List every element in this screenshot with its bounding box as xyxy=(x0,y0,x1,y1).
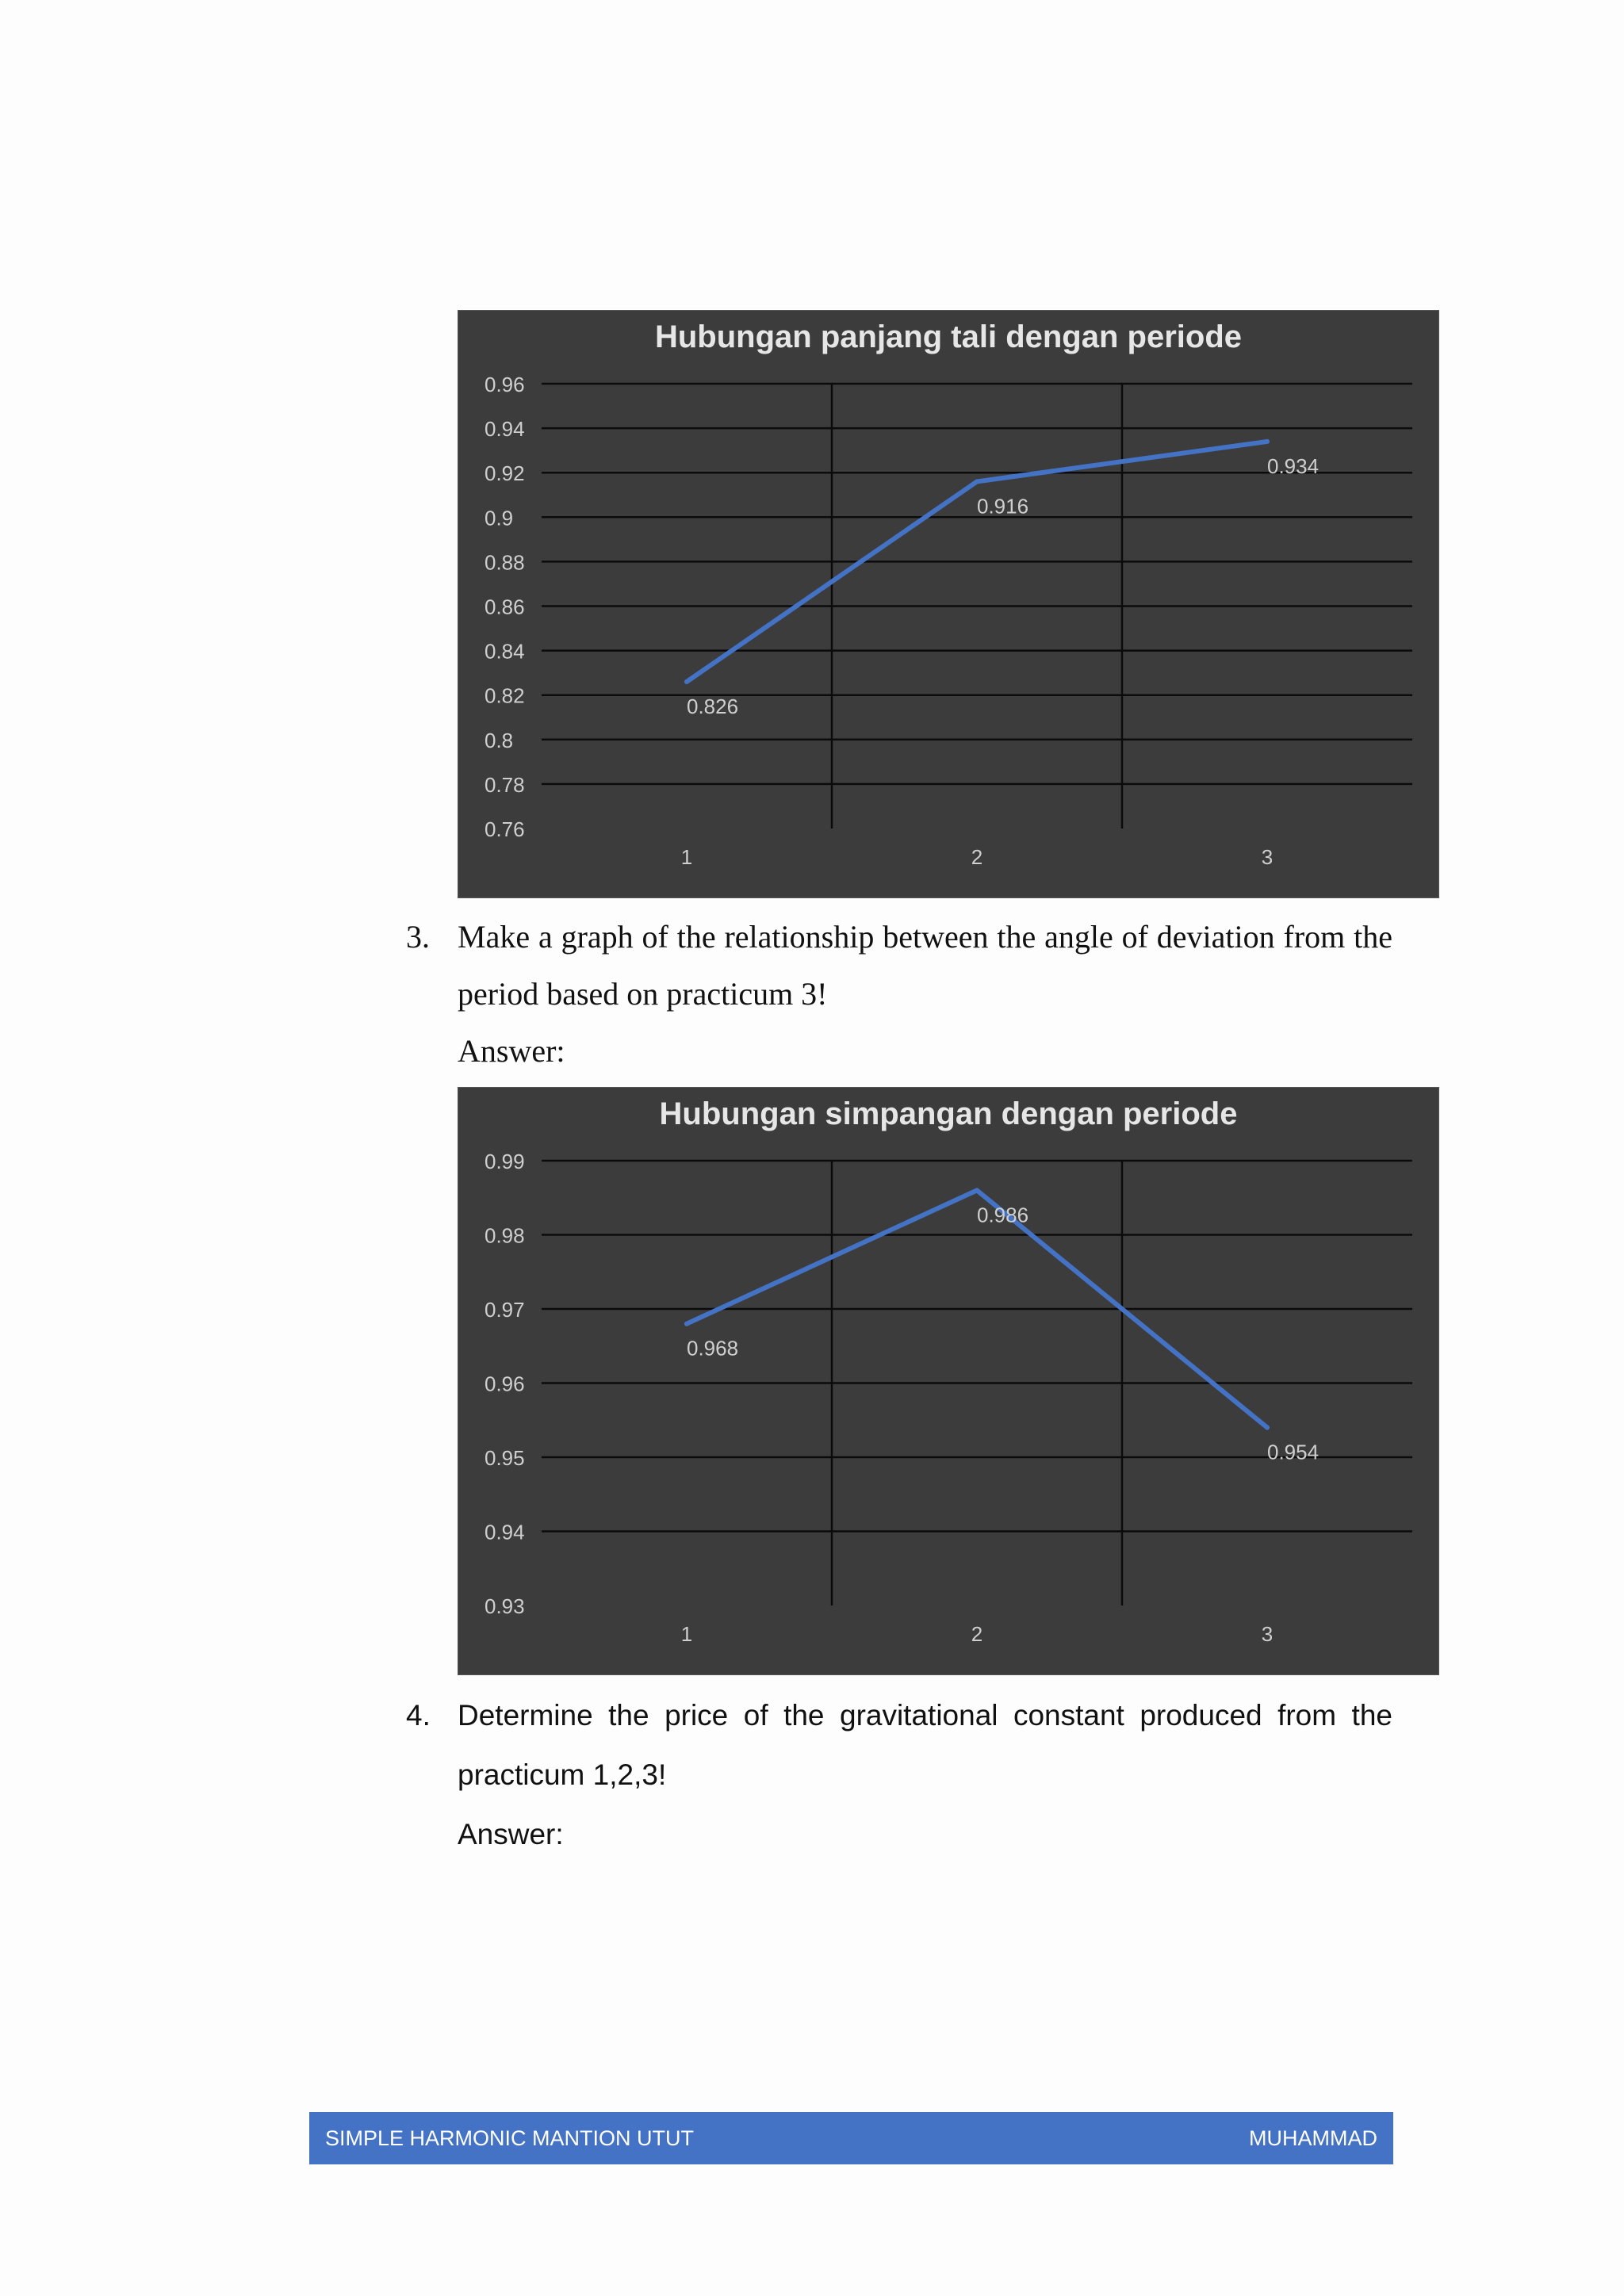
chart2-ytick-label: 0.98 xyxy=(485,1223,525,1248)
chart2-ytick-label: 0.99 xyxy=(485,1150,525,1173)
chart1-ytick-label: 0.84 xyxy=(485,639,525,664)
chart1-ytick-label: 0.9 xyxy=(485,506,514,530)
chart1-ytick-label: 0.86 xyxy=(485,595,525,619)
question-4-number: 4. xyxy=(406,1699,431,1732)
chart2-data-label: 0.986 xyxy=(977,1203,1029,1227)
chart1-data-point xyxy=(684,679,689,684)
chart1-ytick-label: 0.78 xyxy=(485,772,525,797)
chart2-ytick-label: 0.94 xyxy=(485,1520,525,1544)
chart2-ytick-label: 0.93 xyxy=(485,1594,525,1618)
chart1-ytick-label: 0.96 xyxy=(485,373,525,396)
question-3-number: 3. xyxy=(406,919,430,955)
chart1-data-point xyxy=(975,479,979,484)
chart2-title: Hubungan simpangan dengan periode xyxy=(659,1096,1238,1131)
chart1-ytick-label: 0.88 xyxy=(485,550,525,575)
chart2-data-label: 0.954 xyxy=(1267,1440,1320,1464)
chart1-title: Hubungan panjang tali dengan periode xyxy=(654,320,1243,354)
chart2-ytick-label: 0.95 xyxy=(485,1446,525,1470)
chart1-svg xyxy=(458,311,1438,897)
question-4-answer-label: Answer: xyxy=(458,1818,564,1850)
question-4 xyxy=(406,1686,1392,1864)
chart1-data-point xyxy=(1265,439,1270,444)
chart1-data-label: 0.916 xyxy=(977,494,1029,519)
question-3 xyxy=(406,909,1392,1080)
chart2-xtick-label: 3 xyxy=(1261,1622,1274,1646)
chart1-data-label: 0.826 xyxy=(687,694,739,718)
chart1-xtick-label: 1 xyxy=(680,845,693,869)
chart1-ytick-label: 0.76 xyxy=(485,817,525,841)
chart1-ytick-label: 0.82 xyxy=(485,683,525,708)
chart1-xtick-label: 3 xyxy=(1261,845,1274,869)
chart2-svg xyxy=(458,1088,1438,1674)
chart1-ytick-label: 0.94 xyxy=(485,417,525,442)
chart-simpangan xyxy=(458,1087,1439,1675)
chart2-ytick-label: 0.97 xyxy=(485,1298,525,1322)
chart2-data-label: 0.968 xyxy=(687,1336,739,1360)
question-3-text: Make a graph of the relationship between the angle of deviation from the period based on practicum 3! xyxy=(458,919,1392,1012)
chart2-ytick-label: 0.96 xyxy=(485,1372,525,1396)
chart2-data-point xyxy=(975,1188,979,1192)
chart1-ytick-label: 0.92 xyxy=(485,461,525,486)
chart2-xtick-label: 1 xyxy=(680,1622,693,1646)
chart1-ytick-label: 0.8 xyxy=(485,728,514,752)
page-footer xyxy=(309,2112,1393,2164)
chart1-xtick-label: 2 xyxy=(971,845,983,869)
footer-right-text: MUHAMMAD xyxy=(1249,2126,1377,2150)
chart2-data-point xyxy=(684,1322,689,1326)
chart-panjang-tali xyxy=(458,310,1439,898)
footer-left-text: SIMPLE HARMONIC MANTION UTUT xyxy=(325,2126,695,2150)
chart1-data-label: 0.934 xyxy=(1267,453,1320,478)
question-4-text: Determine the price of the gravitational constant produced from the practicum 1,2,3! xyxy=(458,1699,1392,1791)
chart2-xtick-label: 2 xyxy=(971,1622,983,1646)
chart2-data-point xyxy=(1265,1425,1270,1430)
question-3-answer-label: Answer: xyxy=(458,1033,565,1069)
